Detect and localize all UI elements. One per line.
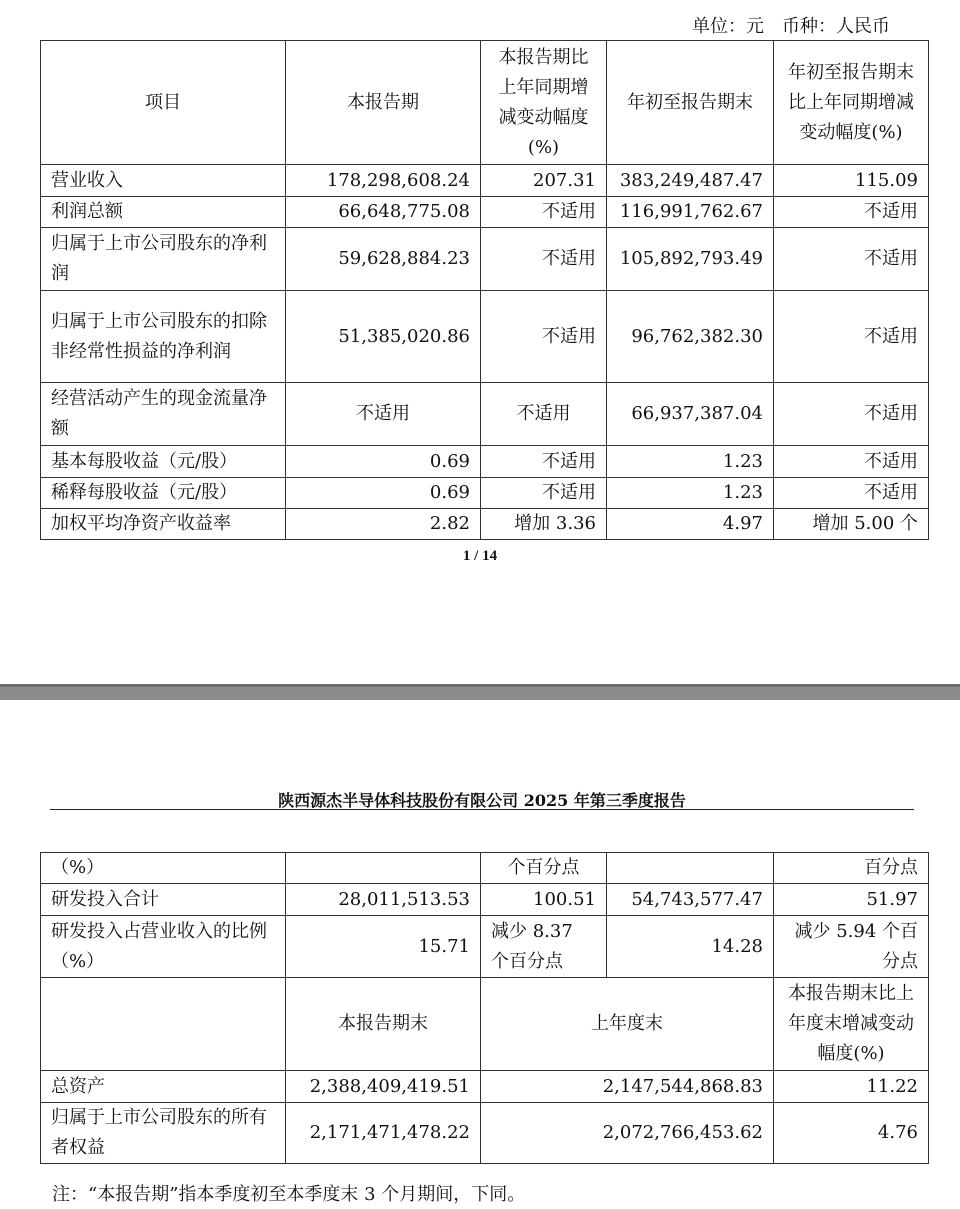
table-row <box>41 228 929 291</box>
cell-value: 百分点 <box>774 853 929 884</box>
col-header-period-end: 本报告期末 <box>286 978 481 1071</box>
cell-value: 54,743,577.47 <box>607 884 774 916</box>
row-label: 归属于上市公司股东的扣除非经常性损益的净利润 <box>41 291 286 383</box>
table-row <box>41 478 929 509</box>
cell-value: 0.69 <box>286 478 481 509</box>
cell-value: 15.71 <box>286 916 481 978</box>
table-header-row <box>41 41 929 165</box>
cell-value: 不适用 <box>481 291 607 383</box>
table-row <box>41 383 929 446</box>
cell-value: 100.51 <box>481 884 607 916</box>
report-header-title: 陕西源杰半导体科技股份有限公司 2025 年第三季度报告 <box>278 791 686 810</box>
cell-value: 不适用 <box>481 383 607 446</box>
cell-value: 不适用 <box>481 446 607 478</box>
cell-value: 383,249,487.47 <box>607 165 774 197</box>
cell-value: 增加 5.00 个 <box>774 509 929 540</box>
row-label: 归属于上市公司股东的净利润 <box>41 228 286 291</box>
row-label: 归属于上市公司股东的所有者权益 <box>41 1103 286 1164</box>
cell-value: 不适用 <box>774 197 929 228</box>
table-row <box>41 916 929 978</box>
cell-value: 207.31 <box>481 165 607 197</box>
cell-value: 不适用 <box>774 383 929 446</box>
cell-value: 14.28 <box>607 916 774 978</box>
cell-value: 2,147,544,868.83 <box>481 1071 774 1103</box>
cell-value: 116,991,762.67 <box>607 197 774 228</box>
key-financials-table <box>40 40 929 540</box>
unit-currency-line: 单位：元 币种：人民币 <box>692 16 890 37</box>
cell-value: 4.97 <box>607 509 774 540</box>
cell-value: 不适用 <box>481 197 607 228</box>
cell-value: 个百分点 <box>481 853 607 884</box>
cell-value: 1.23 <box>607 446 774 478</box>
cell-value: 0.69 <box>286 446 481 478</box>
cell-value: 不适用 <box>481 478 607 509</box>
col-header-item: 项目 <box>41 41 286 165</box>
row-label: （%） <box>41 853 286 884</box>
cell-value: 28,011,513.53 <box>286 884 481 916</box>
row-label: 研发投入占营业收入的比例（%） <box>41 916 286 978</box>
row-label: 基本每股收益（元/股） <box>41 446 286 478</box>
cell-value: 不适用 <box>774 228 929 291</box>
table-row <box>41 446 929 478</box>
cell-value: 115.09 <box>774 165 929 197</box>
cell-value: 2,171,471,478.22 <box>286 1103 481 1164</box>
col-header-current-period: 本报告期 <box>286 41 481 165</box>
page-break-divider <box>0 684 960 700</box>
row-label: 总资产 <box>41 1071 286 1103</box>
cell-value: 不适用 <box>774 291 929 383</box>
footnote: 注：“本报告期”指本季度初至本季度末 3 个月期间，下同。 <box>52 1184 526 1205</box>
cell-value: 11.22 <box>774 1071 929 1103</box>
page-number: 1 / 14 <box>462 548 498 564</box>
table-row <box>41 291 929 383</box>
cell-value: 2.82 <box>286 509 481 540</box>
cell-value: 不适用 <box>481 228 607 291</box>
cell-value: 66,937,387.04 <box>607 383 774 446</box>
row-label: 经营活动产生的现金流量净额 <box>41 383 286 446</box>
cell-value <box>286 853 481 884</box>
cell-value <box>607 853 774 884</box>
table-row <box>41 884 929 916</box>
table-row <box>41 165 929 197</box>
cell-value: 59,628,884.23 <box>286 228 481 291</box>
cell-value: 2,072,766,453.62 <box>481 1103 774 1164</box>
table-header-row <box>41 978 929 1071</box>
cell-value: 96,762,382.30 <box>607 291 774 383</box>
cell-value: 178,298,608.24 <box>286 165 481 197</box>
col-header-ytd-change: 年初至报告期末比上年同期增减变动幅度(%) <box>774 41 929 165</box>
row-label: 利润总额 <box>41 197 286 228</box>
row-label: 加权平均净资产收益率 <box>41 509 286 540</box>
cell-value: 51,385,020.86 <box>286 291 481 383</box>
table-row <box>41 197 929 228</box>
cell-value: 51.97 <box>774 884 929 916</box>
cell-value: 4.76 <box>774 1103 929 1164</box>
cell-value: 不适用 <box>774 446 929 478</box>
cell-value: 1.23 <box>607 478 774 509</box>
cell-value: 增加 3.36 <box>481 509 607 540</box>
cell-value: 减少 8.37 个百分点 <box>481 916 607 978</box>
cell-value: 减少 5.94 个百分点 <box>774 916 929 978</box>
table-row <box>41 1103 929 1164</box>
col-header-current-change: 本报告期比上年同期增减变动幅度(%) <box>481 41 607 165</box>
table-row <box>41 1071 929 1103</box>
row-label: 研发投入合计 <box>41 884 286 916</box>
table-row-continued <box>41 853 929 884</box>
col-header-prior-year-end: 上年度末 <box>481 978 774 1071</box>
cell-value: 66,648,775.08 <box>286 197 481 228</box>
cell-value: 2,388,409,419.51 <box>286 1071 481 1103</box>
row-label: 稀释每股收益（元/股） <box>41 478 286 509</box>
col-header-change: 本报告期末比上年度末增减变动幅度(%) <box>774 978 929 1071</box>
cell-value: 不适用 <box>774 478 929 509</box>
header-rule <box>50 809 914 810</box>
table-row <box>41 509 929 540</box>
col-header-item <box>41 978 286 1071</box>
cell-value: 不适用 <box>286 383 481 446</box>
row-label: 营业收入 <box>41 165 286 197</box>
rd-assets-table <box>40 852 929 1164</box>
cell-value: 105,892,793.49 <box>607 228 774 291</box>
col-header-ytd: 年初至报告期末 <box>607 41 774 165</box>
